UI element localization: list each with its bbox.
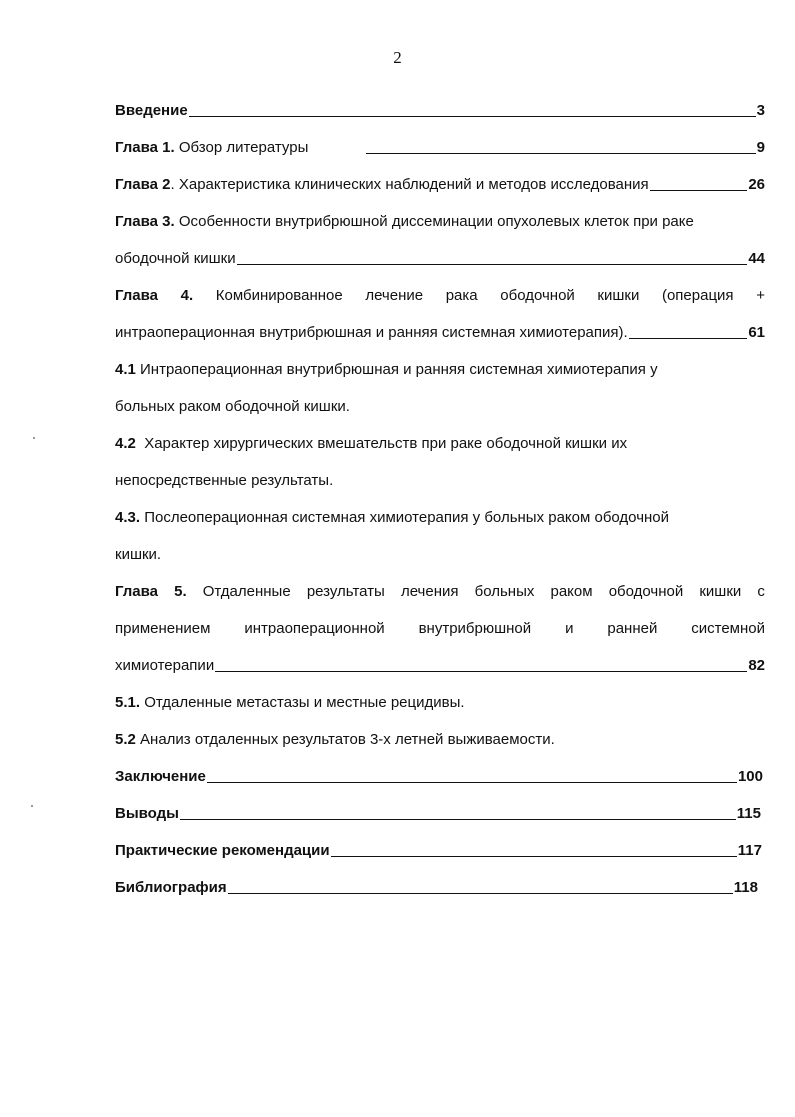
chapter-title-cont: ободочной кишки (115, 250, 236, 267)
toc-entry-conclusion[interactable] (115, 758, 763, 795)
toc-page: 100 (737, 768, 763, 785)
leader-line (189, 116, 756, 117)
toc-label: Библиография (115, 879, 227, 896)
section-number: 4.2 (115, 435, 136, 452)
toc-entry-section-5-1[interactable] (115, 684, 765, 721)
scan-speck (31, 805, 33, 807)
chapter-word: системной (691, 620, 765, 637)
toc-page: 9 (756, 139, 765, 156)
toc-entry-chapter-2[interactable] (115, 166, 765, 203)
chapter-word: + (756, 287, 765, 304)
leader-line (366, 153, 755, 154)
toc-entry-chapter-1[interactable] (115, 129, 765, 166)
leader-line (180, 819, 736, 820)
toc-label: Введение (115, 102, 188, 119)
chapter-word: больных (474, 583, 535, 600)
chapter-word: кишки (699, 583, 742, 600)
toc-entry-section-4-2[interactable] (115, 425, 765, 499)
chapter-word: и (565, 620, 574, 637)
table-of-contents (115, 92, 765, 906)
chapter-title: Обзор литературы (178, 139, 309, 156)
leader-line (228, 893, 733, 894)
leader-line (650, 190, 748, 191)
toc-entry-chapter-3[interactable] (115, 203, 765, 277)
chapter-title: . Характеристика клинических наблюдений и методов исследования (170, 176, 649, 193)
toc-page: 3 (756, 102, 765, 119)
chapter-title-cont: интраоперационная внутрибрюшная и ранняя системная химиотерапия). (115, 324, 628, 341)
chapter-word: лечения (400, 583, 459, 600)
chapter-word: лечение (365, 287, 424, 304)
leader-line (237, 264, 748, 265)
toc-page: 118 (733, 879, 758, 896)
chapter-word: внутрибрюшной (418, 620, 532, 637)
chapter-word: 5. (174, 583, 187, 600)
chapter-word: с (757, 583, 765, 600)
toc-page: 61 (748, 324, 765, 341)
toc-page: 82 (748, 657, 765, 674)
section-title-cont: непосредственные результаты. (115, 472, 334, 489)
section-title: Интраоперационная внутрибрюшная и ранняя системная химиотерапия у (135, 361, 658, 378)
section-title-cont: больных раком ободочной кишки. (115, 398, 350, 415)
chapter-word: кишки (597, 287, 640, 304)
chapter-word: Глава (115, 583, 158, 600)
toc-entry-section-4-3[interactable] (115, 499, 765, 573)
chapter-word: рака (445, 287, 478, 304)
chapter-word: раком (550, 583, 593, 600)
page-number: 2 (393, 48, 402, 67)
toc-label: Заключение (115, 768, 206, 785)
toc-entry-recommendations[interactable] (115, 832, 762, 869)
chapter-word: применением (115, 620, 211, 637)
toc-label: Практические рекомендации (115, 842, 330, 859)
toc-entry-findings[interactable] (115, 795, 761, 832)
toc-entry-bibliography[interactable] (115, 869, 758, 906)
toc-entry-section-4-1[interactable] (115, 351, 765, 425)
section-number: 5.2 (115, 731, 136, 748)
toc-page: 26 (748, 176, 765, 193)
section-title-cont: кишки. (115, 546, 162, 563)
chapter-title: Особенности внутрибрюшной диссеминации опухолевых клеток при раке (178, 213, 694, 230)
chapter-word: (операция (661, 287, 734, 304)
section-title: Отдаленные метастазы и местные рецидивы. (140, 694, 465, 711)
section-number: 5.1. (115, 694, 141, 711)
leader-line (215, 671, 747, 672)
toc-page: 117 (737, 842, 762, 859)
chapter-word: ободочной (608, 583, 684, 600)
leader-line (331, 856, 737, 857)
chapter-word: результаты (306, 583, 385, 600)
section-title: Анализ отдаленных результатов 3-х летней выживаемости. (135, 731, 555, 748)
leader-line (629, 338, 748, 339)
chapter-word: 4. (180, 287, 194, 304)
chapter-word: Отдаленные (202, 583, 291, 600)
chapter-prefix: Глава 1. (115, 139, 175, 156)
section-number: 4.1 (115, 361, 136, 378)
toc-entry-chapter-4[interactable] (115, 277, 765, 351)
section-title: Характер хирургических вмешательств при раке ободочной кишки их (135, 435, 628, 452)
scan-speck (33, 437, 35, 439)
toc-page: 44 (748, 250, 765, 267)
toc-entry-intro[interactable] (115, 92, 765, 129)
chapter-word: ободочной (500, 287, 575, 304)
chapter-prefix: Глава 3. (115, 213, 175, 230)
chapter-word: Глава (115, 287, 158, 304)
chapter-word: ранней (607, 620, 658, 637)
chapter-word: Комбинированное (215, 287, 343, 304)
toc-entry-chapter-5[interactable] (115, 573, 765, 684)
chapter-word: интраоперационной (244, 620, 385, 637)
toc-page: 115 (736, 805, 761, 822)
chapter-title-cont: химиотерапии (115, 657, 215, 674)
chapter-prefix: Глава 2 (115, 176, 171, 193)
toc-label: Выводы (115, 805, 179, 822)
section-number: 4.3. (115, 509, 141, 526)
toc-entry-section-5-2[interactable] (115, 721, 765, 758)
leader-line (207, 782, 737, 783)
section-title: Послеоперационная системная химиотерапия у больных раком ободочной (140, 509, 670, 526)
